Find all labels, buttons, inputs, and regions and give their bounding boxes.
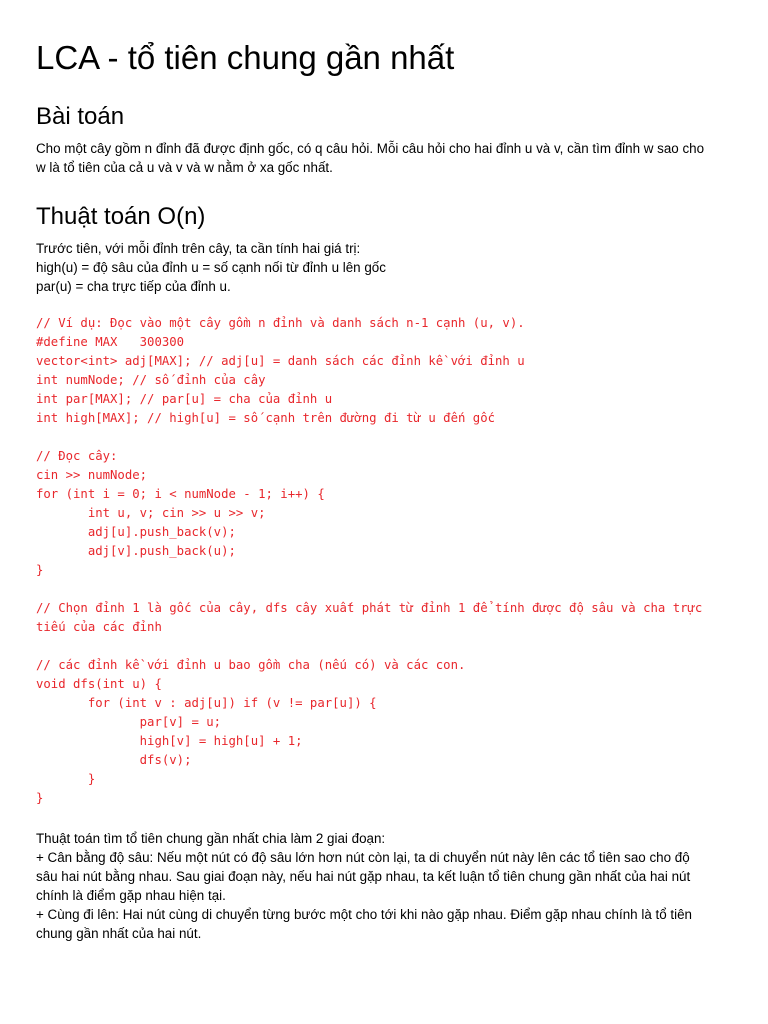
text-line: high(u) = độ sâu của đỉnh u = số cạnh nối từ đỉnh u lên gốc	[36, 260, 386, 275]
code-line: #define MAX 300300	[36, 335, 185, 349]
code-line: for (int i = 0; i < numNode - 1; i++) {	[36, 487, 325, 501]
text-line: par(u) = cha trực tiếp của đỉnh u.	[36, 279, 231, 294]
code-line: cin >> numNode;	[36, 468, 148, 482]
code-line: high[v] = high[u] + 1;	[36, 734, 303, 748]
code-line: // Đọc cây:	[36, 449, 118, 463]
code-line: tiếu của các đỉnh	[36, 620, 162, 634]
code-line: }	[36, 791, 44, 805]
text-line: chính là điểm gặp nhau hiện tại.	[36, 888, 226, 903]
text-line: w là tổ tiên của cả u và v và w nằm ở xa gốc nhất.	[36, 160, 333, 175]
page-title: LCA - tổ tiên chung gần nhất	[36, 39, 455, 76]
text-line: Cho một cây gồm n đỉnh đã được định gốc, có q câu hỏi. Mỗi câu hỏi cho hai đỉnh u và v, cần tìm đỉnh w sao cho	[36, 141, 705, 156]
code-line	[36, 580, 702, 599]
code-line: // Ví dụ: Đọc vào một cây gồm n đỉnh và danh sách n-1 cạnh (u, v).	[36, 316, 525, 330]
text-line: Trước tiên, với mỗi đỉnh trên cây, ta cần tính hai giá trị:	[36, 241, 361, 256]
text-line: Thuật toán tìm tổ tiên chung gần nhất chia làm 2 giai đoạn:	[36, 831, 386, 846]
section-heading-algorithm: Thuật toán O(n)	[36, 203, 206, 230]
code-line: int high[MAX]; // high[u] = số cạnh trên đường đi từ u đến gốc	[36, 411, 496, 425]
code-line: adj[v].push_back(u);	[36, 544, 236, 558]
text-line: + Cùng đi lên: Hai nút cùng di chuyển từng bước một cho tới khi nào gặp nhau. Điểm gặp nhau chính là tổ tiên	[36, 907, 692, 922]
code-line: adj[u].push_back(v);	[36, 525, 236, 539]
code-line: // Chọn đỉnh 1 là gốc của cây, dfs cây xuất phát từ đỉnh 1 để tính được độ sâu và cha trực	[36, 601, 703, 615]
code-line: int numNode; // số đỉnh của cây	[36, 373, 266, 387]
code-line: par[v] = u;	[36, 715, 222, 729]
text-line: + Cân bằng độ sâu: Nếu một nút có độ sâu lớn hơn nút còn lại, ta di chuyển nút này lên các tổ tiên sao cho độ	[36, 850, 690, 865]
section-heading-problem: Bài toán	[36, 103, 125, 130]
code-block	[36, 314, 702, 808]
stages-paragraph	[36, 829, 736, 943]
code-line: }	[36, 563, 44, 577]
problem-paragraph	[36, 139, 736, 177]
code-line	[36, 428, 702, 447]
text-line: sâu hai nút bằng nhau. Sau giai đoạn này, nếu hai nút gặp nhau, ta kết luận tổ tiên chung gần nhất của hai nút	[36, 869, 691, 884]
code-line	[36, 637, 702, 656]
code-line: for (int v : adj[u]) if (v != par[u]) {	[36, 696, 377, 710]
code-line: int u, v; cin >> u >> v;	[36, 506, 266, 520]
code-line: }	[36, 772, 96, 786]
code-line: void dfs(int u) {	[36, 677, 162, 691]
code-line: vector<int> adj[MAX]; // adj[u] = danh sách các đỉnh kề với đỉnh u	[36, 354, 525, 368]
algorithm-intro-paragraph	[36, 239, 736, 296]
text-line: chung gần nhất của hai nút.	[36, 926, 202, 941]
code-line: // các đỉnh kề với đỉnh u bao gồm cha (nếu có) và các con.	[36, 658, 466, 672]
code-line: int par[MAX]; // par[u] = cha của đỉnh u	[36, 392, 333, 406]
code-line: dfs(v);	[36, 753, 192, 767]
